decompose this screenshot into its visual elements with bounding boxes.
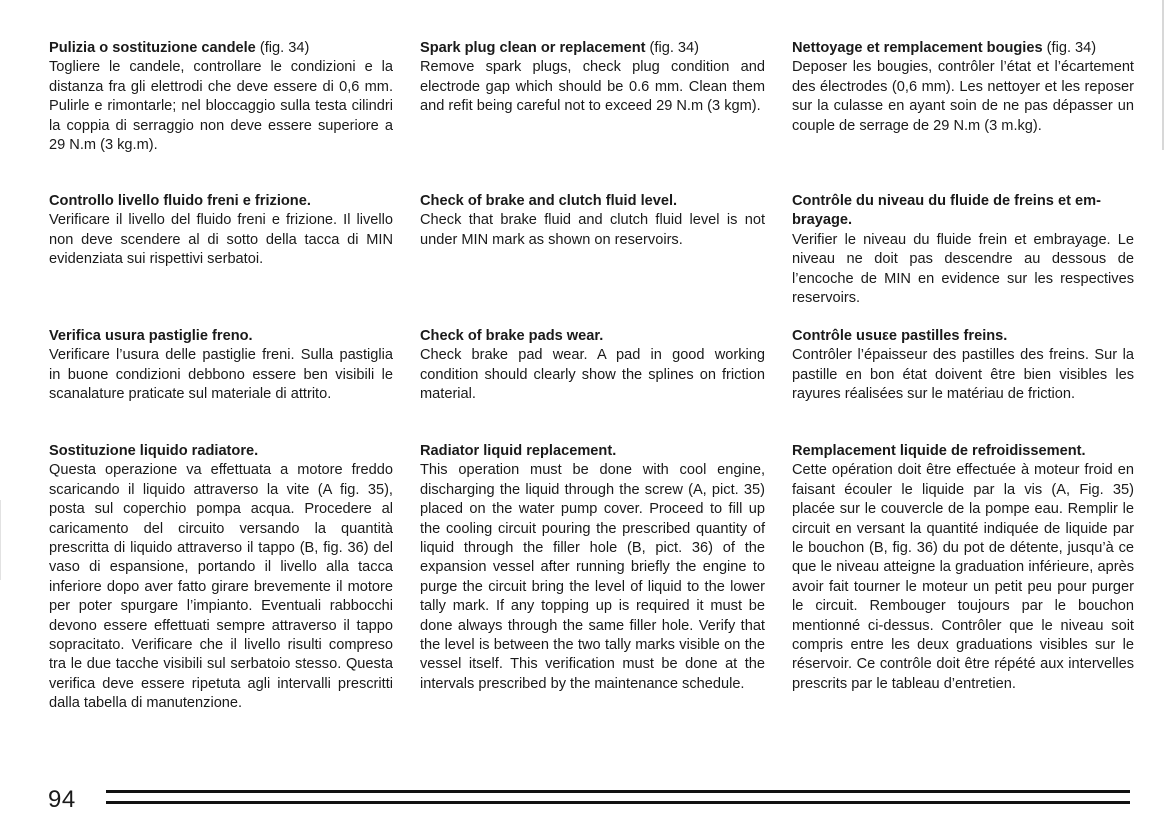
section-brake-fluid <box>49 192 393 270</box>
section-body: Check that brake fluid and clutch fluid level is not under MIN mark as shown on reservoirs. <box>420 212 765 248</box>
section-radiator <box>792 442 1134 694</box>
section-body: Deposer les bougies, contrôler l’état et l’écartement des électrodes (0,6 mm). Les nettoyer et les reposer sur la culasse en ayant soin de ne pas dépasser un couple de serrage de 29 N.m (3 m.kg). <box>792 59 1134 134</box>
section-radiator <box>49 442 393 714</box>
section-heading: Remplacement liquide de refroidissement. <box>792 443 1086 459</box>
section-heading: Pulizia o sostituzione candele (fig. 34) <box>49 40 310 56</box>
section-spark-plug <box>792 39 1134 136</box>
section-heading: Controllo livello fluido freni e frizione. <box>49 193 311 209</box>
page-number: 94 <box>48 786 76 813</box>
section-brake-fluid <box>792 192 1134 308</box>
section-heading: Contrôle usuεe pastilles freins. <box>792 328 1008 344</box>
section-heading: Spark plug clean or replacement (fig. 34) <box>420 40 700 56</box>
section-heading: Check of brake and clutch fluid level. <box>420 193 678 209</box>
section-brake-pads <box>49 327 393 405</box>
section-heading: Contrôle du niveau du fluide de freins et embrayage. <box>792 193 1101 229</box>
section-heading: Verifica usura pastiglie freno. <box>49 328 253 344</box>
section-spark-plug <box>49 39 393 155</box>
section-body: Remove spark plugs, check plug condition and electrode gap which should be 0.6 mm. Clean them and refit being careful not to exceed 29 N.m (3 kgm). <box>420 59 765 115</box>
section-body: This operation must be done with cool engine, discharging the liquid through the screw (A, pict. 35) placed on the water pump cover. Proceed to fill up the cooling circuit pouring the prescribed quantity of liquid through the filler hole (B, pict. 36) of the expansion vessel after running briefly the engine to purge the circuit bring the level of liquid to the lower tally mark. If any topping up is required it must be done always through the same filler hole. Verify that the level is between the two tally marks visible on the vessel itself. This verification must be done at the intervals prescribed by the maintenance schedule. <box>420 462 765 692</box>
section-radiator <box>420 442 765 694</box>
section-brake-pads <box>420 327 765 405</box>
section-body: Questa operazione va effettuata a motore freddo scaricando il liquido attraverso la vite (A fig. 35), posta sul coperchio pompa acqua. Procedere al caricamento del circuito versando la quantità prescritta di liquido attraverso il tappo (B, fig. 36) del vaso di espansione, portando il livello alla tacca inferiore dopo aver fatto girare brevemente il motore per poter spurgare l’impianto. Eventuali rabbocchi devono essere effettuati sempre attraverso il tappo sopracitato. Verificare che il livello risulti compreso tra le due tacche visibili sul serbatoio stesso. Questa verifica deve essere ripetuta agli intervalli prescritti dalla tabella di manutenzione. <box>49 462 393 712</box>
section-body: Verifier le niveau du fluide frein et embrayage. Le niveau ne doit pas descendre au dessous de l’encoche de MIN en evidence sur les respectives reservoirs. <box>792 231 1134 307</box>
section-heading: Check of brake pads wear. <box>420 328 604 344</box>
section-spark-plug <box>420 39 765 117</box>
section-body: Cette opération doit être effectuée à moteur froid en faisant écouler le liquide par la vis (A, Fig. 35) placée sur le couvercle de la pompe eau. Remplir le circuit en versant la quantité indiquée de liquide par le bouchon (B, fig. 36) du pot de détente, jusqu’à ce que le niveau atteigne la graduation inférieure, après avoir fait tourner le moteur un petit peu pour purger le circuit. Rembouger toujours par le bouchon mentionné ci-dessus. Contrôler que le niveau soit compris entre les deux graduations visibles sur le réservoir. Ce contrôle doit être répété aux intervelles prescrits par le tableau d’entretien. <box>792 462 1134 692</box>
section-body: Togliere le candele, controllare le condizioni e la distanza fra gli elettrodi che deve essere di 0,6 mm. Pulirle e rimontarle; nel bloccaggio sulla testa cilindri la coppia di serraggio non deve essere superiore a 29 N.m (3 kg.m). <box>49 59 393 154</box>
section-body: Check brake pad wear. A pad in good working condition should clearly show the splines on friction material. <box>420 347 765 403</box>
scan-edge-mark <box>0 500 1 580</box>
section-brake-pads <box>792 327 1134 405</box>
section-heading: Nettoyage et remplacement bougies (fig. 34) <box>792 40 1097 56</box>
section-body: Verificare il livello del fluido freni e frizione. Il livello non deve scendere al di sotto della tacca di MIN evidenziata sui rispettivi serbatoi. <box>49 212 393 268</box>
section-heading: Radiator liquid replacement. <box>420 443 617 459</box>
footer-rule <box>106 790 1130 793</box>
section-brake-fluid <box>420 192 765 250</box>
section-body: Contrôler l’épaisseur des pastilles des freins. Sur la pastille en bon état doivent être bien visibles les rayures réalisées sur le matériau de friction. <box>792 347 1134 403</box>
footer-rule <box>106 801 1130 804</box>
page-footer <box>0 780 1164 820</box>
section-heading: Sostituzione liquido radiatore. <box>49 443 259 459</box>
section-body: Verificare l’usura delle pastiglie freni. Sulla pastiglia in buone condizioni debbono essere ben visibili le scanalature praticate sul materiale di attrito. <box>49 347 393 403</box>
